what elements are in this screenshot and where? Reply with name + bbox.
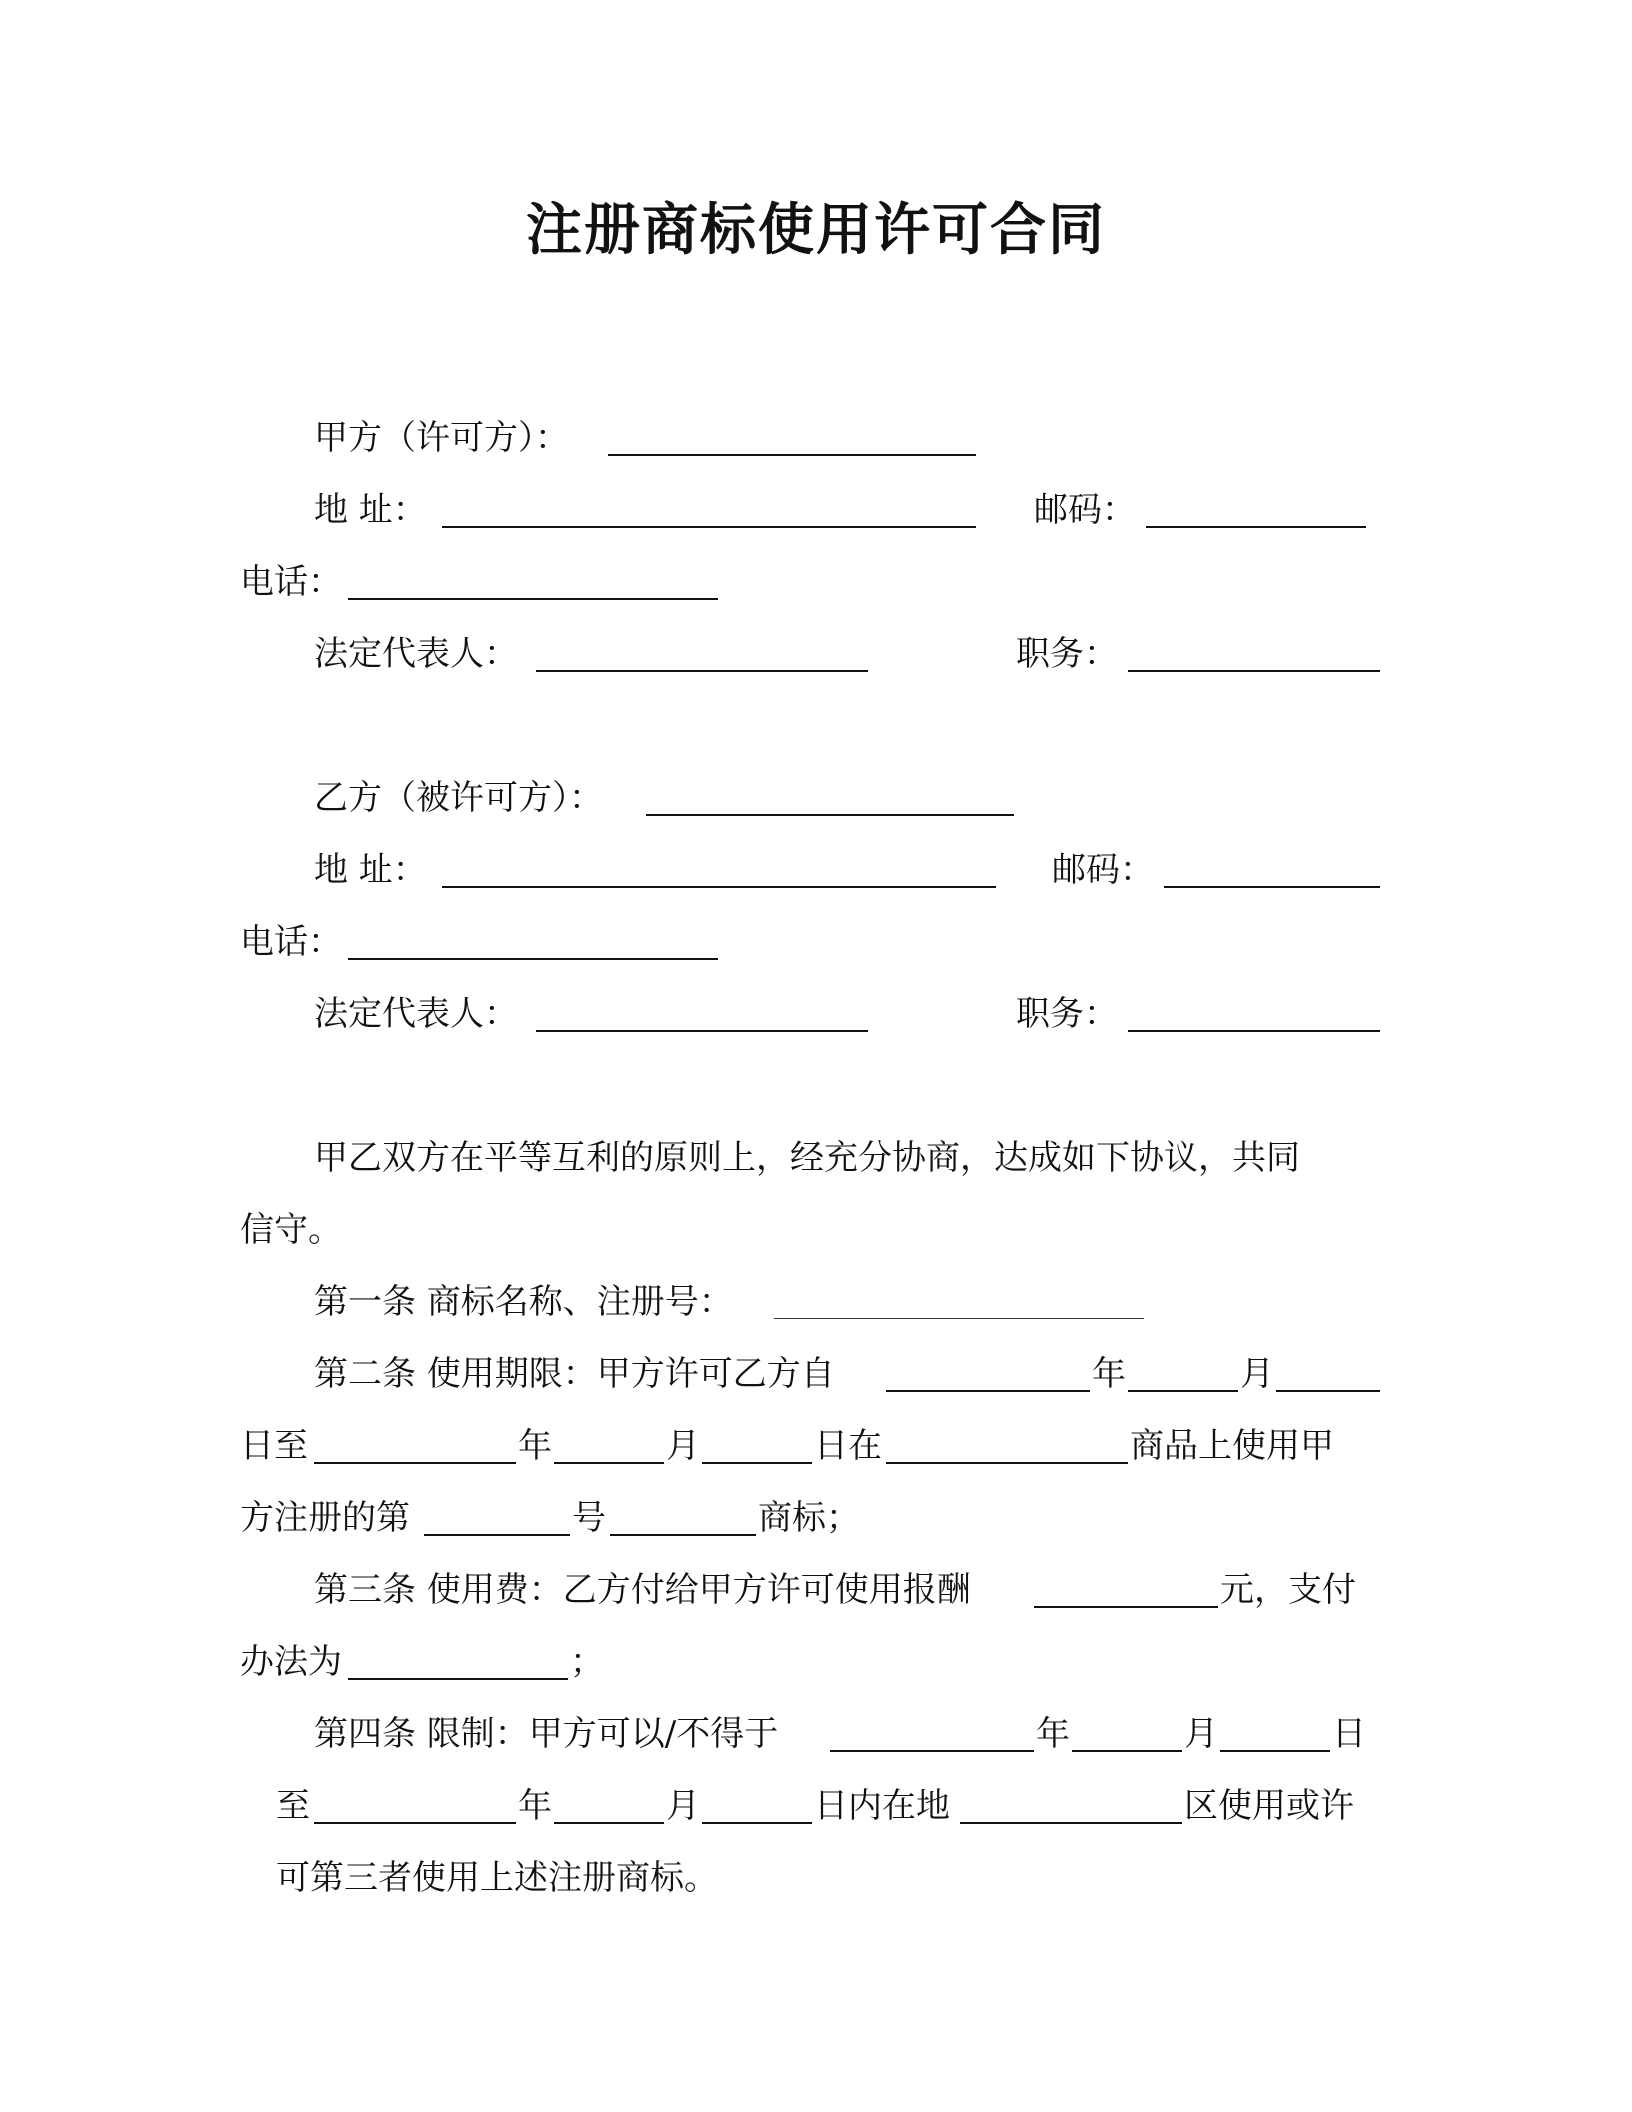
party-b-rep-blank[interactable] xyxy=(536,1030,868,1032)
article-2-month-label: 月 xyxy=(1240,1354,1274,1394)
party-a-name-label: 甲方（许可方）： xyxy=(314,418,569,458)
party-a-position-label: 职务： xyxy=(1016,634,1118,674)
article-2-goods-label: 商品上使用甲 xyxy=(1130,1426,1334,1466)
party-a-postcode-blank[interactable] xyxy=(1146,526,1366,528)
party-a-phone-label: 电话： xyxy=(240,562,342,602)
article-2-end-year-label: 年 xyxy=(518,1426,552,1466)
article-4-line-1-start: 第四条 限制：甲方可以/不得于 xyxy=(314,1714,779,1754)
article-2-start-month-blank[interactable] xyxy=(1128,1390,1238,1392)
article-4-region-label: 区使用或许 xyxy=(1184,1786,1354,1826)
party-b-address-blank[interactable] xyxy=(442,886,996,888)
article-4-line-2-start: 至 xyxy=(276,1786,310,1826)
party-a-rep-blank[interactable] xyxy=(536,670,868,672)
article-2-start-day-blank[interactable] xyxy=(1276,1390,1380,1392)
party-a-phone-blank[interactable] xyxy=(348,598,718,600)
article-4-start-month-label: 月 xyxy=(1184,1714,1218,1754)
party-a-address-label: 地 址： xyxy=(314,490,427,530)
article-2-trademark-label: 商标； xyxy=(758,1498,860,1538)
party-a-rep-label: 法定代表人： xyxy=(314,634,518,674)
party-b-address-label: 地 址： xyxy=(314,850,427,890)
party-b-phone-blank[interactable] xyxy=(348,958,718,960)
article-2-end-day-label: 日在 xyxy=(814,1426,882,1466)
article-2-end-month-blank[interactable] xyxy=(554,1462,664,1464)
preamble-line-2: 信守。 xyxy=(240,1210,342,1250)
article-3-line-2-end: ； xyxy=(570,1642,604,1682)
article-4-end-year-label: 年 xyxy=(518,1786,552,1826)
document-title: 注册商标使用许可合同 xyxy=(526,198,1106,263)
article-2-goods-blank[interactable] xyxy=(886,1462,1128,1464)
article-4-start-month-blank[interactable] xyxy=(1072,1750,1182,1752)
article-3-fee-label: 元，支付 xyxy=(1220,1570,1356,1610)
article-2-start-year-blank[interactable] xyxy=(886,1390,1090,1392)
party-b-position-label: 职务： xyxy=(1016,994,1118,1034)
article-2-number-blank[interactable] xyxy=(424,1534,570,1536)
preamble-line-1: 甲乙双方在平等互利的原则上，经充分协商，达成如下协议，共同 xyxy=(314,1138,1300,1178)
article-3-method-blank[interactable] xyxy=(348,1678,568,1680)
article-1-text: 第一条 商标名称、注册号： xyxy=(314,1282,733,1322)
party-a-name-blank[interactable] xyxy=(608,454,976,456)
party-a-position-blank[interactable] xyxy=(1128,670,1380,672)
article-4-start-year-label: 年 xyxy=(1036,1714,1070,1754)
article-4-end-month-blank[interactable] xyxy=(554,1822,664,1824)
article-2-number-label: 号 xyxy=(572,1498,606,1538)
party-b-phone-label: 电话： xyxy=(240,922,342,962)
article-3-fee-blank[interactable] xyxy=(1034,1606,1218,1608)
article-2-line-1-start: 第二条 使用期限：甲方许可乙方自 xyxy=(314,1354,835,1394)
article-2-year-label: 年 xyxy=(1092,1354,1126,1394)
party-b-rep-label: 法定代表人： xyxy=(314,994,518,1034)
article-3-line-2-start: 办法为 xyxy=(240,1642,342,1682)
article-2-line-2-start: 日至 xyxy=(240,1426,308,1466)
article-4-line-3: 可第三者使用上述注册商标。 xyxy=(276,1858,718,1898)
article-4-start-day-blank[interactable] xyxy=(1220,1750,1330,1752)
article-4-end-day-label: 日内在地 xyxy=(814,1786,950,1826)
party-a-postcode-label: 邮码： xyxy=(1034,490,1136,530)
article-3-line-1-start: 第三条 使用费：乙方付给甲方许可使用报酬 xyxy=(314,1570,971,1610)
party-b-postcode-blank[interactable] xyxy=(1164,886,1380,888)
article-1-blank[interactable] xyxy=(774,1318,1144,1319)
article-2-trademark-blank[interactable] xyxy=(610,1534,756,1536)
article-4-end-day-blank[interactable] xyxy=(702,1822,812,1824)
article-4-end-year-blank[interactable] xyxy=(314,1822,516,1824)
party-b-name-blank[interactable] xyxy=(646,814,1014,816)
article-2-end-day-blank[interactable] xyxy=(702,1462,812,1464)
article-4-region-blank[interactable] xyxy=(960,1822,1182,1824)
article-2-line-3-start: 方注册的第 xyxy=(240,1498,410,1538)
party-b-name-label: 乙方（被许可方）： xyxy=(314,778,603,818)
party-b-position-blank[interactable] xyxy=(1128,1030,1380,1032)
party-b-postcode-label: 邮码： xyxy=(1052,850,1154,890)
article-4-start-day-label: 日 xyxy=(1332,1714,1366,1754)
article-2-end-year-blank[interactable] xyxy=(314,1462,516,1464)
article-2-end-month-label: 月 xyxy=(666,1426,700,1466)
article-4-end-month-label: 月 xyxy=(666,1786,700,1826)
party-a-address-blank[interactable] xyxy=(442,526,976,528)
article-4-start-year-blank[interactable] xyxy=(830,1750,1034,1752)
